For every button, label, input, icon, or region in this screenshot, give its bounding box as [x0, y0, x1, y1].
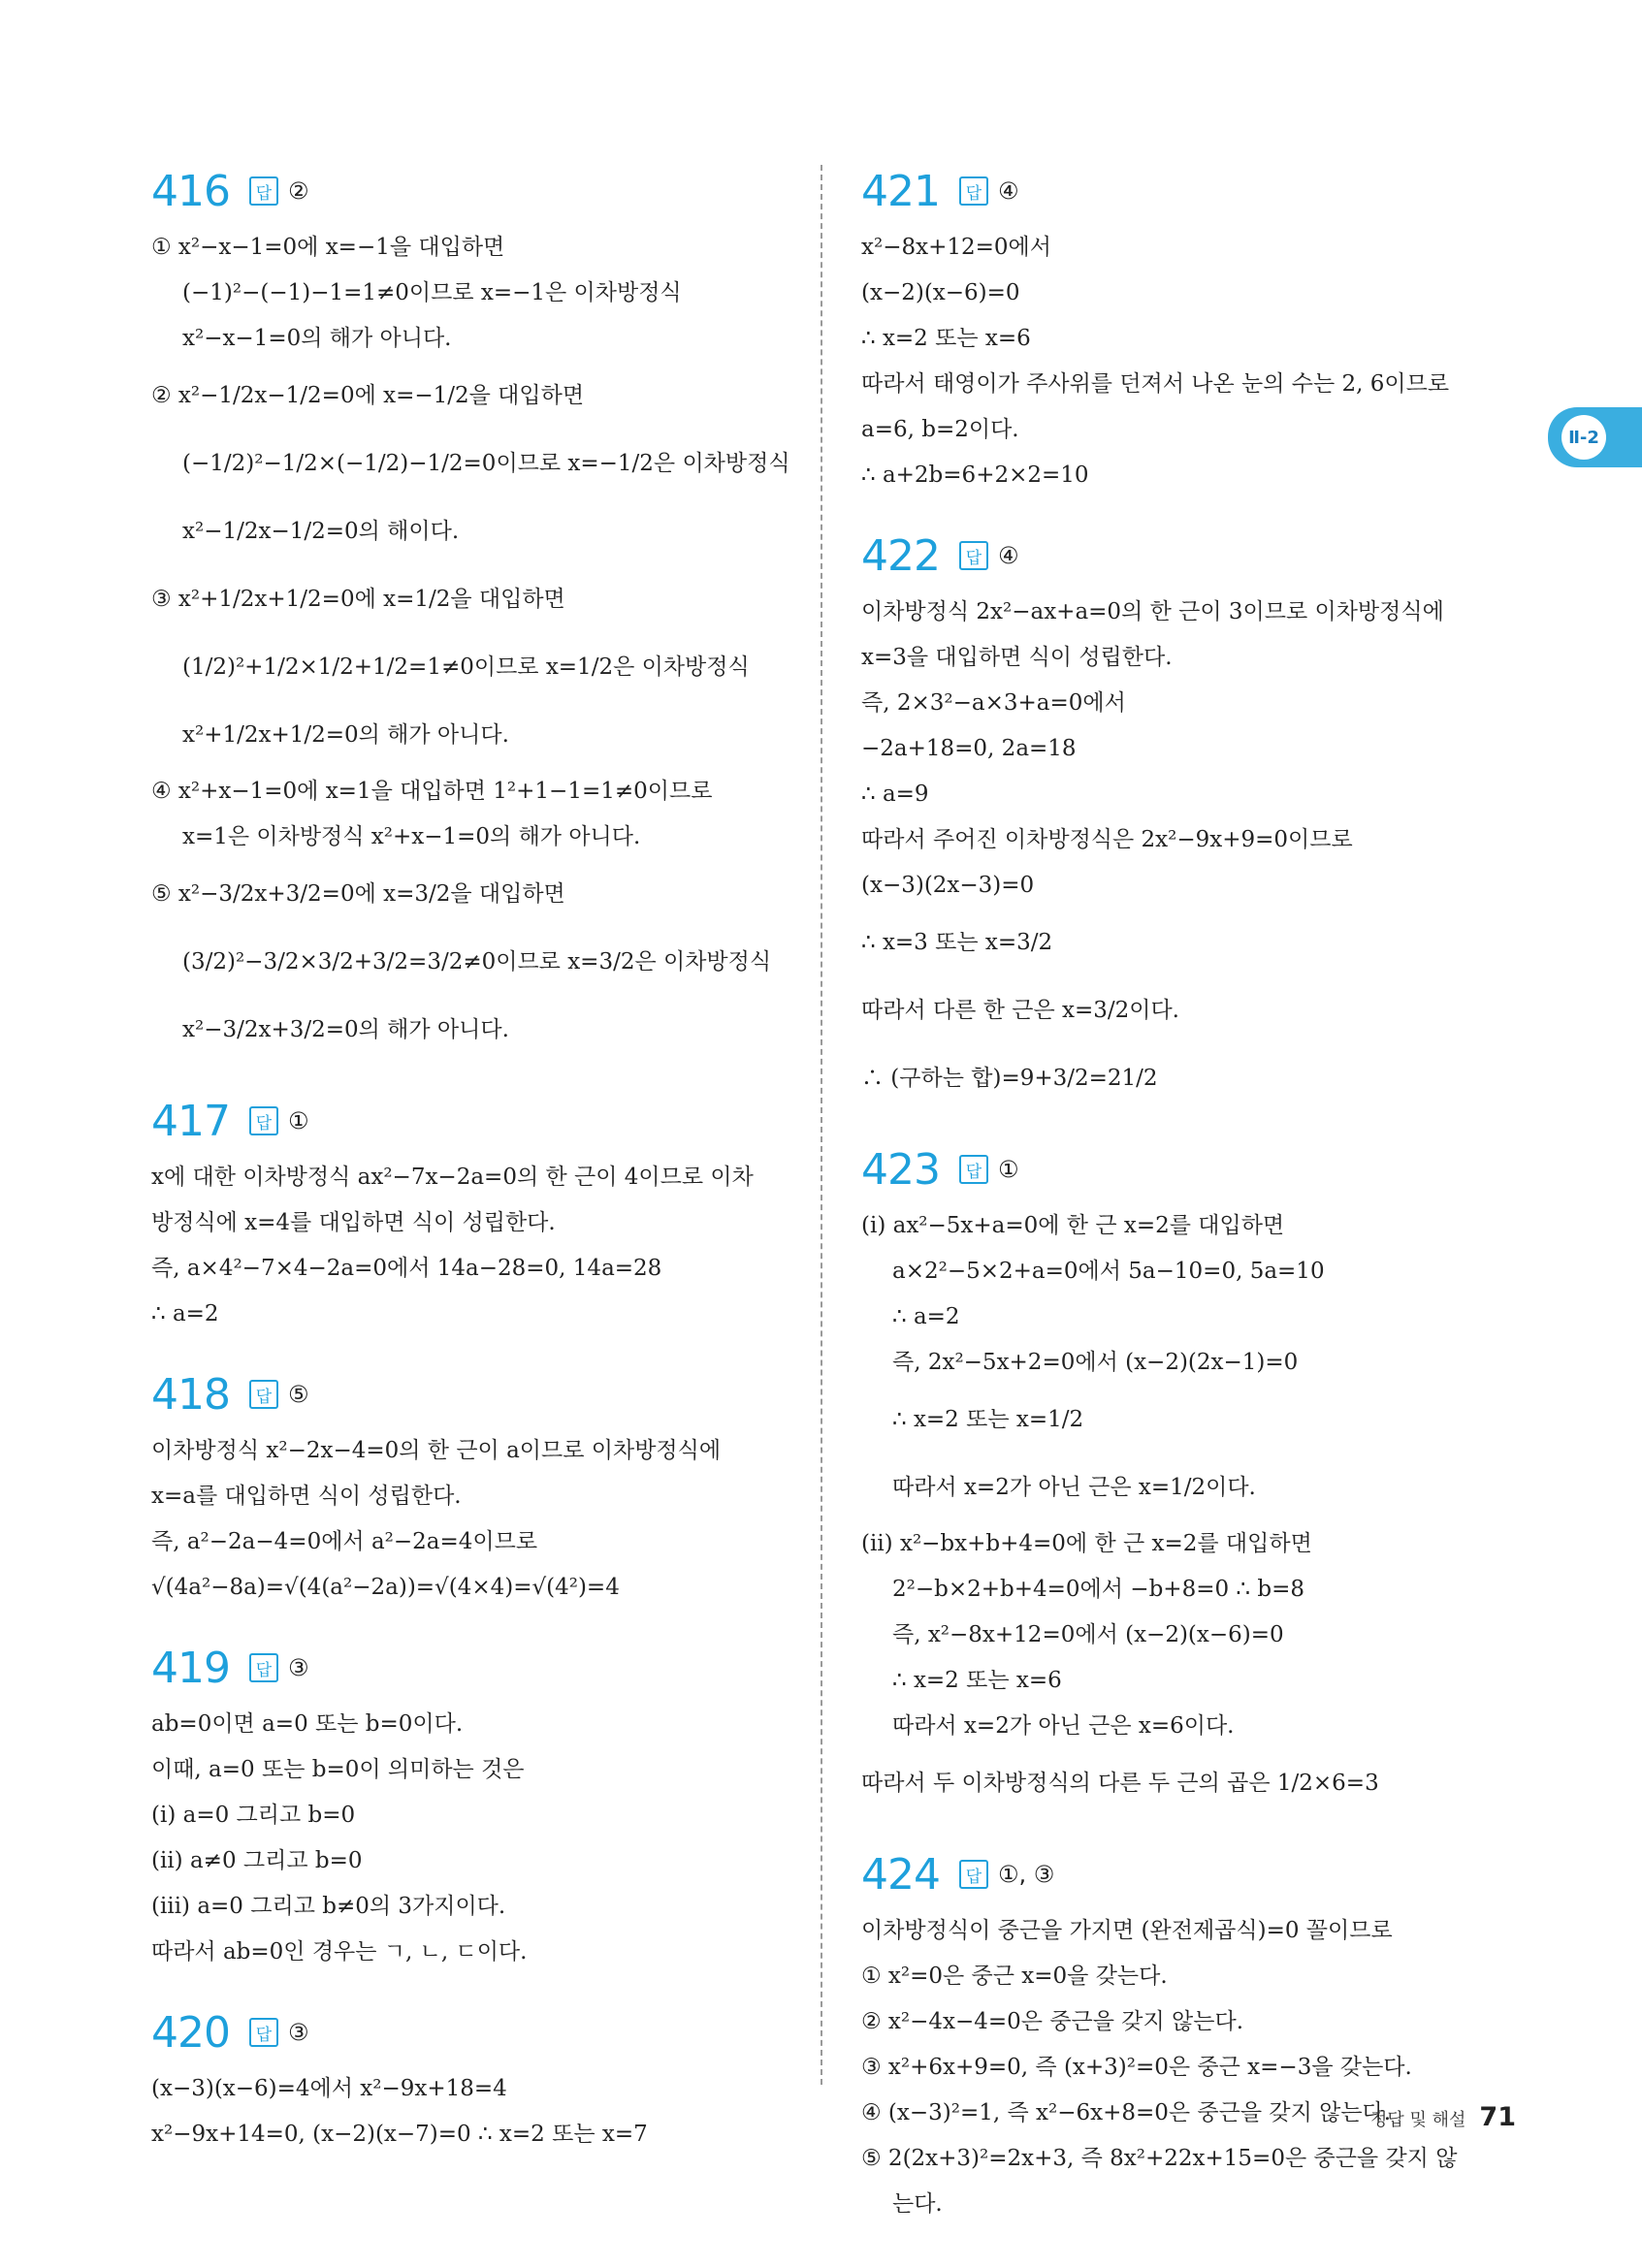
- solution-line: x²−9x+14=0, (x−2)(x−7)=0 ∴ x=2 또는 x=7: [151, 2122, 648, 2147]
- problem-422: [861, 527, 1501, 1112]
- solution-line: (ⅰ) a=0 그리고 b=0: [151, 1803, 356, 1828]
- answer-tag-icon: 답: [249, 176, 278, 206]
- solution-line: 이차방정식이 중근을 가지면 (완전제곱식)=0 꼴이므로: [861, 1918, 1393, 1943]
- solution-line: (1/2)²+1/2×1/2+1/2=1≠0이므로 x=1/2은 이차방정식: [182, 655, 750, 680]
- problem-header: [151, 163, 791, 219]
- solution-line: ③ x²+6x+9=0, 즉 (x+3)²=0은 중근 x=−3을 갖는다.: [861, 2055, 1412, 2080]
- solution-line: (3/2)²−3/2×3/2+3/2=3/2≠0이므로 x=3/2은 이차방정식: [182, 949, 772, 974]
- solution-line: ① x²=0은 중근 x=0을 갖는다.: [861, 1964, 1168, 1989]
- problem-number: 423: [861, 1144, 940, 1195]
- solution-line: (−1)²−(−1)−1=1≠0이므로 x=−1은 이차방정식: [182, 280, 682, 305]
- problem-header: [861, 1141, 1501, 1198]
- answer-choice: ③: [287, 2019, 309, 2046]
- problem-417: [151, 1093, 791, 1337]
- problem-header: [151, 1366, 791, 1422]
- problem-number: 420: [151, 2007, 230, 2058]
- solution-line: (ⅱ) x²−bx+b+4=0에 한 근 x=2를 대입하면: [861, 1531, 1312, 1556]
- problem-418: [151, 1366, 791, 1611]
- solution-line: ② x²−4x−4=0은 중근을 갖지 않는다.: [861, 2009, 1244, 2034]
- solution-line: a=6, b=2이다.: [861, 417, 1019, 442]
- solution-line: ① x²−x−1=0에 x=−1을 대입하면: [151, 235, 505, 260]
- answer-choice: ②: [287, 177, 309, 205]
- solution-line: 는다.: [892, 2191, 943, 2217]
- answer-choice: ④: [997, 542, 1019, 569]
- problem-number: 418: [151, 1369, 230, 1420]
- footer-label: 정답 및 해설: [1370, 2110, 1466, 2130]
- solution-line: 따라서 x=2가 아닌 근은 x=1/2이다.: [892, 1475, 1256, 1500]
- problem-number: 416: [151, 166, 230, 216]
- solution-line: x=a를 대입하면 식이 성립한다.: [151, 1484, 462, 1509]
- chapter-badge: Ⅱ-2: [1562, 415, 1606, 460]
- solution-line: x²+1/2x+1/2=0의 해가 아니다.: [182, 722, 509, 748]
- answer-tag-icon: 답: [249, 1653, 278, 1682]
- solution-line: ⑤ x²−3/2x+3/2=0에 x=3/2을 대입하면: [151, 881, 565, 907]
- answer-choice: ③: [287, 1654, 309, 1681]
- problem-423: [861, 1141, 1501, 1817]
- problem-header: [151, 1640, 791, 1696]
- solution-line: a×2²−5×2+a=0에서 5a−10=0, 5a=10: [892, 1259, 1325, 1284]
- solution-line: 따라서 태영이가 주사위를 던져서 나온 눈의 수는 2, 6이므로: [861, 371, 1450, 397]
- problem-header: [861, 163, 1501, 219]
- solution-line: x에 대한 이차방정식 ax²−7x−2a=0의 한 근이 4이므로 이차: [151, 1165, 754, 1190]
- answer-tag-icon: 답: [959, 1155, 988, 1184]
- problem-419: [151, 1640, 791, 1975]
- problem-header: [861, 527, 1501, 584]
- page-number: 71: [1479, 2102, 1516, 2132]
- solution-line: ∴ (구하는 합)=9+3/2=21/2: [861, 1066, 1158, 1091]
- answer-tag-icon: 답: [249, 1380, 278, 1409]
- solution-line: (x−3)(x−6)=4에서 x²−9x+18=4: [151, 2076, 507, 2101]
- problem-420: [151, 2004, 791, 2157]
- column-divider: [821, 165, 822, 2085]
- solution-line: x²−x−1=0의 해가 아니다.: [182, 326, 452, 351]
- problem-number: 424: [861, 1849, 940, 1900]
- answer-choice: ①: [287, 1107, 309, 1134]
- solution-line: 방정식에 x=4를 대입하면 식이 성립한다.: [151, 1210, 556, 1235]
- problem-number: 422: [861, 530, 940, 581]
- solution-line: 이차방정식 2x²−ax+a=0의 한 근이 3이므로 이차방정식에: [861, 599, 1444, 624]
- left-column: [151, 163, 791, 2187]
- chapter-side-tab: [1548, 407, 1642, 467]
- problem-424: [861, 1846, 1501, 2227]
- answer-choice: ⑤: [287, 1381, 309, 1408]
- problem-header: [151, 2004, 791, 2060]
- solution-line: 즉, a×4²−7×4−2a=0에서 14a−28=0, 14a=28: [151, 1256, 662, 1281]
- solution-line: ∴ x=2 또는 x=6: [861, 326, 1031, 351]
- problem-header: [861, 1846, 1501, 1902]
- answer-tag-icon: 답: [249, 2018, 278, 2047]
- solution-line: ④ (x−3)²=1, 즉 x²−6x+8=0은 중근을 갖지 않는다.: [861, 2100, 1392, 2125]
- solution-line: x=1은 이차방정식 x²+x−1=0의 해가 아니다.: [182, 824, 641, 849]
- solution-line: (x−2)(x−6)=0: [861, 280, 1020, 305]
- solution-line: ∴ x=2 또는 x=6: [892, 1668, 1062, 1693]
- solution-line: 즉, a²−2a−4=0에서 a²−2a=4이므로: [151, 1529, 538, 1554]
- solution-line: x=3을 대입하면 식이 성립한다.: [861, 645, 1173, 670]
- solution-line: ∴ x=2 또는 x=1/2: [892, 1407, 1084, 1432]
- right-column: [861, 163, 1501, 2256]
- problem-number: 421: [861, 166, 940, 216]
- solution-line: −2a+18=0, 2a=18: [861, 736, 1077, 761]
- solution-line: 이때, a=0 또는 b=0이 의미하는 것은: [151, 1757, 525, 1782]
- solution-line: ③ x²+1/2x+1/2=0에 x=1/2을 대입하면: [151, 587, 565, 612]
- problem-421: [861, 163, 1501, 498]
- solution-line: ∴ a=2: [151, 1301, 219, 1326]
- solution-line: 따라서 주어진 이차방정식은 2x²−9x+9=0이므로: [861, 827, 1353, 852]
- solution-line: ⑤ 2(2x+3)²=2x+3, 즉 8x²+22x+15=0은 중근을 갖지 않: [861, 2146, 1458, 2171]
- answer-tag-icon: 답: [249, 1106, 278, 1135]
- solution-line: (x−3)(2x−3)=0: [861, 873, 1035, 898]
- solution-line: ∴ x=3 또는 x=3/2: [861, 930, 1053, 955]
- solution-line: ∴ a=9: [861, 782, 929, 807]
- solution-line: 이차방정식 x²−2x−4=0의 한 근이 a이므로 이차방정식에: [151, 1438, 722, 1463]
- solution-line: ④ x²+x−1=0에 x=1을 대입하면 1²+1−1=1≠0이므로: [151, 779, 713, 804]
- answer-tag-icon: 답: [959, 176, 988, 206]
- solution-line: (ⅲ) a=0 그리고 b≠0의 3가지이다.: [151, 1894, 506, 1919]
- solution-line: 2²−b×2+b+4=0에서 −b+8=0 ∴ b=8: [892, 1577, 1304, 1602]
- solution-line: √(4a²−8a)=√(4(a²−2a))=√(4×4)=√(4²)=4: [151, 1575, 620, 1600]
- problem-number: 417: [151, 1096, 230, 1146]
- solution-line: (ⅱ) a≠0 그리고 b=0: [151, 1848, 363, 1873]
- solution-line: x²−3/2x+3/2=0의 해가 아니다.: [182, 1017, 509, 1042]
- problem-number: 419: [151, 1643, 230, 1693]
- solution-line: 즉, x²−8x+12=0에서 (x−2)(x−6)=0: [892, 1622, 1284, 1647]
- answer-tag-icon: 답: [959, 1860, 988, 1889]
- solution-line: 따라서 두 이차방정식의 다른 두 근의 곱은 1/2×6=3: [861, 1771, 1379, 1796]
- answer-tag-icon: 답: [959, 541, 988, 570]
- answer-choice: ④: [997, 177, 1019, 205]
- solution-line: x²−1/2x−1/2=0의 해이다.: [182, 519, 460, 544]
- solution-line: 즉, 2×3²−a×3+a=0에서: [861, 690, 1126, 716]
- solution-line: ∴ a=2: [892, 1304, 960, 1329]
- solution-line: ② x²−1/2x−1/2=0에 x=−1/2을 대입하면: [151, 383, 585, 408]
- solution-line: ∴ a+2b=6+2×2=10: [861, 463, 1089, 488]
- page-footer: [1370, 2102, 1516, 2132]
- answer-choice: ①, ③: [997, 1861, 1055, 1888]
- solution-line: 따라서 다른 한 근은 x=3/2이다.: [861, 998, 1179, 1023]
- solution-line: x²−8x+12=0에서: [861, 235, 1051, 260]
- solution-line: 따라서 x=2가 아닌 근은 x=6이다.: [892, 1713, 1235, 1739]
- solution-line: 따라서 ab=0인 경우는 ㄱ, ㄴ, ㄷ이다.: [151, 1939, 528, 1965]
- solution-line: ab=0이면 a=0 또는 b=0이다.: [151, 1711, 464, 1737]
- solution-line: (−1/2)²−1/2×(−1/2)−1/2=0이므로 x=−1/2은 이차방정식: [182, 451, 790, 476]
- solution-line: 즉, 2x²−5x+2=0에서 (x−2)(2x−1)=0: [892, 1350, 1299, 1375]
- problem-header: [151, 1093, 791, 1149]
- solution-line: (ⅰ) ax²−5x+a=0에 한 근 x=2를 대입하면: [861, 1213, 1285, 1238]
- answer-choice: ①: [997, 1156, 1019, 1183]
- problem-416: [151, 163, 791, 1064]
